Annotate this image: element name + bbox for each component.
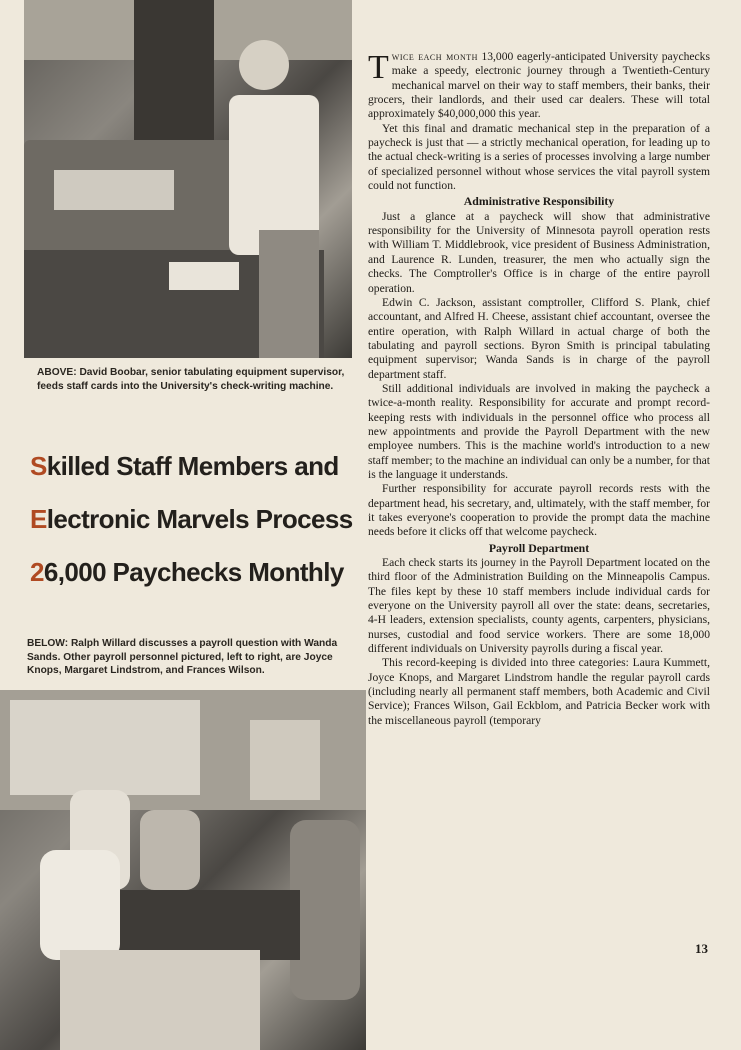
headline-line-3: 26,000 Paychecks Monthly (30, 557, 344, 587)
article-paragraph-2: Yet this final and dramatic mechanical step in the preparation of a paycheck is just that — a strictly mechanical operation, for leading up to the actual check-writing is a series of processes involving a large number of specialized personnel without whose services the vital payroll system could not function. (368, 121, 710, 193)
photo-caption-bottom: BELOW: Ralph Willard discusses a payroll question with Wanda Sands. Other payroll personnel pictured, left to right, are Joyce Knops, Margaret Lindstrom, and Frances Wilson. (27, 638, 338, 676)
article-paragraph-7: Each check starts its journey in the Payroll Department located on the third floor of the Administration Building on the Minneapolis Campus. The files kept by these 10 staff members include individual cards for everyone on the University payroll all over the state: deans, secretaries, 4-H leaders, extension specialists, county agents, carpenters, physicians, nurses, custodial and food service workers. There are some 18,000 different individuals on University payrolls during a fiscal year. (368, 556, 710, 656)
headline-line-1: Skilled Staff Members and (30, 451, 339, 481)
photo-check-writing-machine (24, 0, 352, 358)
article-paragraph-6: Further responsibility for accurate payroll records rests with the department head, his secretary, and, ultimately, with the staff member, for it takes everyone's cooperation to provide the prompt data the machine needs before it clicks off that welcome paycheck. (368, 482, 710, 539)
photo-payroll-staff (0, 690, 366, 1050)
article-paragraph-4: Edwin C. Jackson, assistant comptroller, Clifford S. Plank, chief accountant, and Alfred H. Cheese, assistant chief accountant, oversee the entire operation, with Ralph Willard in actual charge of both the tabulating and payroll sections. Byron Smith is principal tabulating equipment supervisor; Wanda Sands is in charge of the payroll department staff. (368, 295, 710, 381)
article-paragraph-3: Just a glance at a paycheck will show that administrative responsibility for the University of Minnesota payroll operation rests with William T. Middlebrook, vice president of Business Administration, and Laurence R. Lunden, treasurer, the men who actually sign the checks. The Comptroller's Office is in charge of the entire payroll operation. (368, 209, 710, 295)
article-body (368, 50, 710, 728)
article-headline (30, 440, 360, 599)
article-paragraph-5: Still additional individuals are involved in making the paycheck a twice-a-month reality. Responsibility for accurate and prompt record-keeping rests with individuals in the personnel office who process all new appointments and provide the Payroll Department with the new employee numbers. This is the machine world's introduction to a new staff member; to the machine an individual can only be a number, for that is the language it understands. (368, 381, 710, 481)
photo-caption-top: ABOVE: David Boobar, senior tabulating equipment supervisor, feeds staff cards into the University's check-writing machine. (37, 367, 345, 392)
headline-line-2: Electronic Marvels Process (30, 504, 353, 534)
page-number: 13 (695, 941, 708, 956)
section-heading-administrative-responsibility: Administrative Responsibility (463, 194, 615, 209)
section-heading-payroll-department: Payroll Department (488, 540, 590, 555)
article-paragraph-8: This record-keeping is divided into three categories: Laura Kummett, Joyce Knops, and Margaret Lindstrom handle the regular payroll cards (including nearly all permanent staff members, both Academic and Civil Service); Frances Wilson, Gail Eckblom, and Patricia Becker work with the miscellaneous payroll (temporary (368, 656, 710, 727)
article-paragraph-1: Twice each month 13,000 eagerly-anticipated University paychecks make a speedy, electronic journey through a Twentieth-Century mechanical marvel on their way to staff members, their banks, their grocers, their landlords, and their used car dealers. These will total approximately $40,000,000 this year. (368, 49, 710, 121)
drop-cap: T (368, 49, 389, 86)
